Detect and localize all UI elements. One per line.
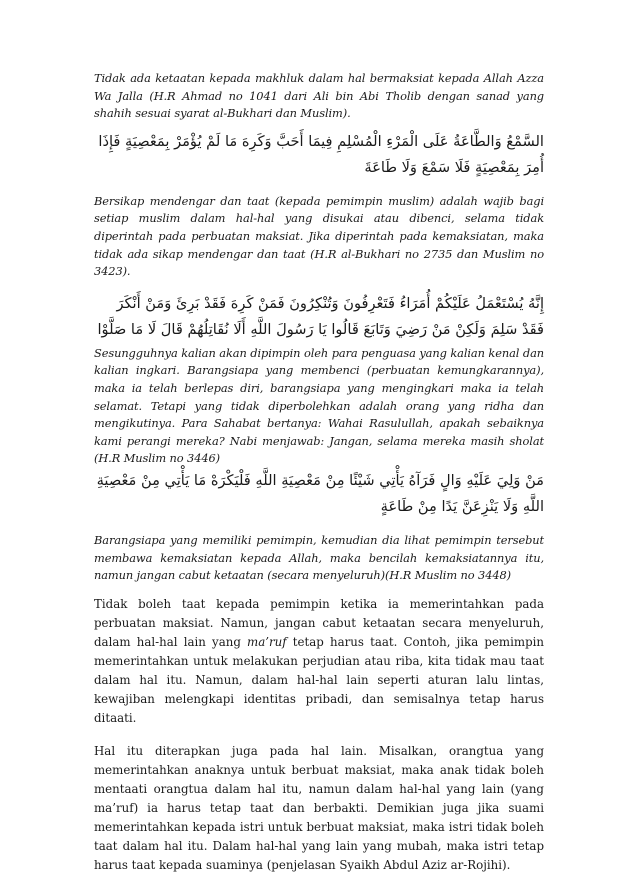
explanation-paragraph-2: Hal itu diterapkan juga pada hal lain. Misalkan, orangtua yang memerintahkan anaknya untuk berbuat maksiat, maka anak tidak boleh mentaati orangtua dalam hal itu, namun dalam hal-hal yang lain (yang ma’ruf) ia harus tetap taat dan berbakti. Demikian juga jika suami memerintahkan kepada istri untuk berbuat maksiat, maka istri tidak boleh taat dalam hal itu. Dalam hal-hal yang lain yang mubah, maka istri tetap harus taat kepada suaminya (penjelasan Syaikh Abdul Aziz ar-Rojihi).: [94, 743, 544, 872]
document-page: [94, 70, 544, 875]
translation-hadith-2: Sesungguhnya kalian akan dipimpin oleh para penguasa yang kalian kenal dan kalian ingkari. Barangsiapa yang membenci (perbuatan kemungkarannya), maka ia telah berlepas diri, barangsiapa yang mengingkari maka ia telah selamat. Tetapi yang tidak diperbolehkan adalah orang yang ridha dan mengikutinya. Para Sahabat bertanya: Wahai Rasulullah, apakah sebaiknya kami perangi mereka? Nabi menjawab: Jangan, selama mereka masih sholat (H.R Muslim no 3446): [94, 345, 544, 466]
arabic-hadith-2: إِنَّهُ يُسْتَعْمَلُ عَلَيْكُمْ أُمَرَاءُ فَتَعْرِفُونَ وَتُنْكِرُونَ فَمَنْ كَرِهَ فَقَدْ بَرِئَ وَمَنْ أَنْكَرَ فَقَدْ سَلِمَ وَلَكِنْ مَنْ رَضِيَ وَتَابَعَ قَالُوا يَا رَسُولَ اللَّهِ أَلَا نُقَاتِلُهُمْ قَالَ لَا مَا صَلَّوْا: [97, 294, 544, 338]
arabic-hadith-3: مَنْ وَلِيَ عَلَيْهِ وَالٍ فَرَآهُ يَأْتِي شَيْئًا مِنْ مَعْصِيَةِ اللَّهِ فَلْيَكْرَهْ مَا يَأْتِي مِنْ مَعْصِيَةِ اللَّهِ وَلَا يَنْزِعَنَّ يَدًا مِنْ طَاعَةٍ: [96, 471, 544, 515]
arabic-hadith-1: السَّمْعُ وَالطَّاعَةُ عَلَى الْمَرْءِ الْمُسْلِمِ فِيمَا أَحَبَّ وَكَرِهَ مَا لَمْ يُؤْمَرْ بِمَعْصِيَةٍ فَإِذَا أُمِرَ بِمَعْصِيَةٍ فَلَا سَمْعَ وَلَا طَاعَةَ: [98, 132, 544, 176]
translation-hadith-1: Bersikap mendengar dan taat (kepada pemimpin muslim) adalah wajib bagi setiap muslim dalam hal-hal yang disukai atau dibenci, selama tidak diperintah pada perbuatan maksiat. Jika diperintah pada kemaksiatan, maka tidak ada sikap mendengar dan taat (H.R al-Bukhari no 2735 dan Muslim no 3423).: [94, 193, 544, 279]
explanation-paragraph-1: [94, 595, 544, 728]
translation-hadith-3: Barangsiapa yang memiliki pemimpin, kemudian dia lihat pemimpin tersebut membawa kemaksiatan kepada Allah, maka bencilah kemaksiatannya itu, namun jangan cabut ketaatan (secara menyeluruh)(H.R Muslim no 3448): [94, 532, 544, 583]
paragraph-1-text-b: tetap harus taat. Contoh, jika pemimpin memerintahkan untuk melakukan perjudian atau riba, kita tidak mau taat dalam hal itu. Namun, dalam hal-hal lain seperti aturan lalu lintas, kewajiban melengkapi identitas pribadi, dan semisalnya tetap harus ditaati.: [94, 634, 544, 725]
paragraph-1-emphasis: ma’ruf: [247, 634, 287, 649]
quote-ahmad: Tidak ada ketaatan kepada makhluk dalam hal bermaksiat kepada Allah Azza Wa Jalla (H.R Ahmad no 1041 dari Ali bin Abi Tholib dengan sanad yang shahih sesuai syarat al-Bukhari dan Muslim).: [94, 71, 544, 121]
paragraph-1-text-a: Tidak boleh taat kepada pemimpin ketika ia memerintahkan pada perbuatan maksiat. Namun, jangan cabut ketaatan secara menyeluruh, dalam hal-hal lain yang: [94, 596, 544, 649]
